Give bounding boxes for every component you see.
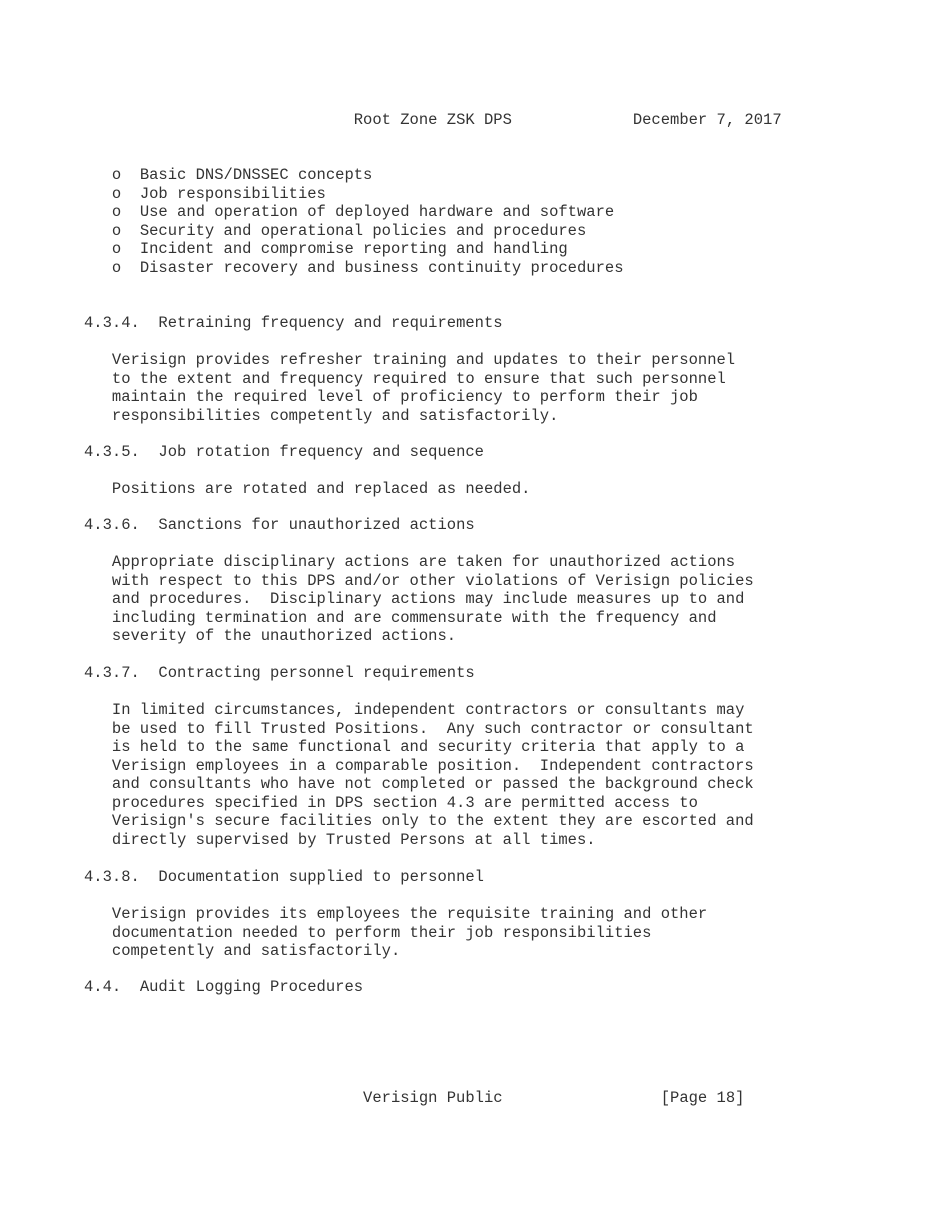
section-body: In limited circumstances, independent contractors or consultants may be used to fill Trusted Positions. Any such contractor or consultant is held to the same functional and security criteria that apply to a Verisign employees in a comparable position. Independent contractors and consultants who have not completed or passed the background check procedures specified in DPS section 4.3 are permitted access to Verisign's secure facilities only to the extent they are escorted and directly supervised by Trusted Persons at all times. bbox=[111, 701, 754, 849]
section-body: Verisign provides refresher training and updates to their personnel to the extent and frequency required to ensure that such personnel maintain the required level of proficiency to perform their job responsibilities competently and satisfactorily. bbox=[111, 351, 736, 425]
section-4-3-8 bbox=[84, 868, 707, 961]
section-heading: 4.3.7. Contracting personnel requirements bbox=[84, 664, 475, 682]
section-4-4 bbox=[84, 978, 363, 997]
section-4-3-7 bbox=[84, 664, 754, 849]
section-4-3-6 bbox=[84, 516, 754, 646]
section-4-3-4 bbox=[84, 314, 735, 425]
footer-label: Verisign Public bbox=[363, 1089, 503, 1107]
section-4-3-5 bbox=[84, 443, 530, 499]
list-item: o Basic DNS/DNSSEC concepts bbox=[84, 166, 373, 184]
page-footer bbox=[84, 1089, 744, 1108]
section-heading: 4.3.8. Documentation supplied to personnel bbox=[84, 868, 484, 886]
page-number: [Page 18] bbox=[660, 1089, 745, 1107]
list-item: o Disaster recovery and business continuity procedures bbox=[84, 258, 624, 277]
header-date: December 7, 2017 bbox=[632, 111, 782, 129]
header-title: Root Zone ZSK DPS bbox=[353, 111, 512, 129]
list-item: o Use and operation of deployed hardware and software bbox=[84, 203, 615, 221]
section-heading: 4.3.4. Retraining frequency and requirements bbox=[84, 314, 503, 332]
list-item: o Incident and compromise reporting and handling bbox=[84, 240, 568, 258]
section-body: Appropriate disciplinary actions are taken for unauthorized actions with respect to this DPS and/or other violations of Verisign policies and procedures. Disciplinary actions may include measures up to and including termination and are commensurate with the frequency and severity of the unauthorized actions. bbox=[111, 553, 754, 645]
bullet-list bbox=[84, 166, 624, 277]
list-item: o Security and operational policies and procedures bbox=[84, 221, 587, 240]
section-heading: 4.4. Audit Logging Procedures bbox=[84, 978, 364, 996]
page-header bbox=[84, 111, 782, 130]
section-heading: 4.3.6. Sanctions for unauthorized actions bbox=[84, 516, 475, 534]
section-heading: 4.3.5. Job rotation frequency and sequence bbox=[84, 443, 484, 461]
section-body: Verisign provides its employees the requisite training and other documentation needed to perform their job responsibilities competently and satisfactorily. bbox=[111, 905, 708, 960]
list-item: o Job responsibilities bbox=[84, 184, 326, 203]
section-body: Positions are rotated and replaced as needed. bbox=[111, 480, 531, 498]
